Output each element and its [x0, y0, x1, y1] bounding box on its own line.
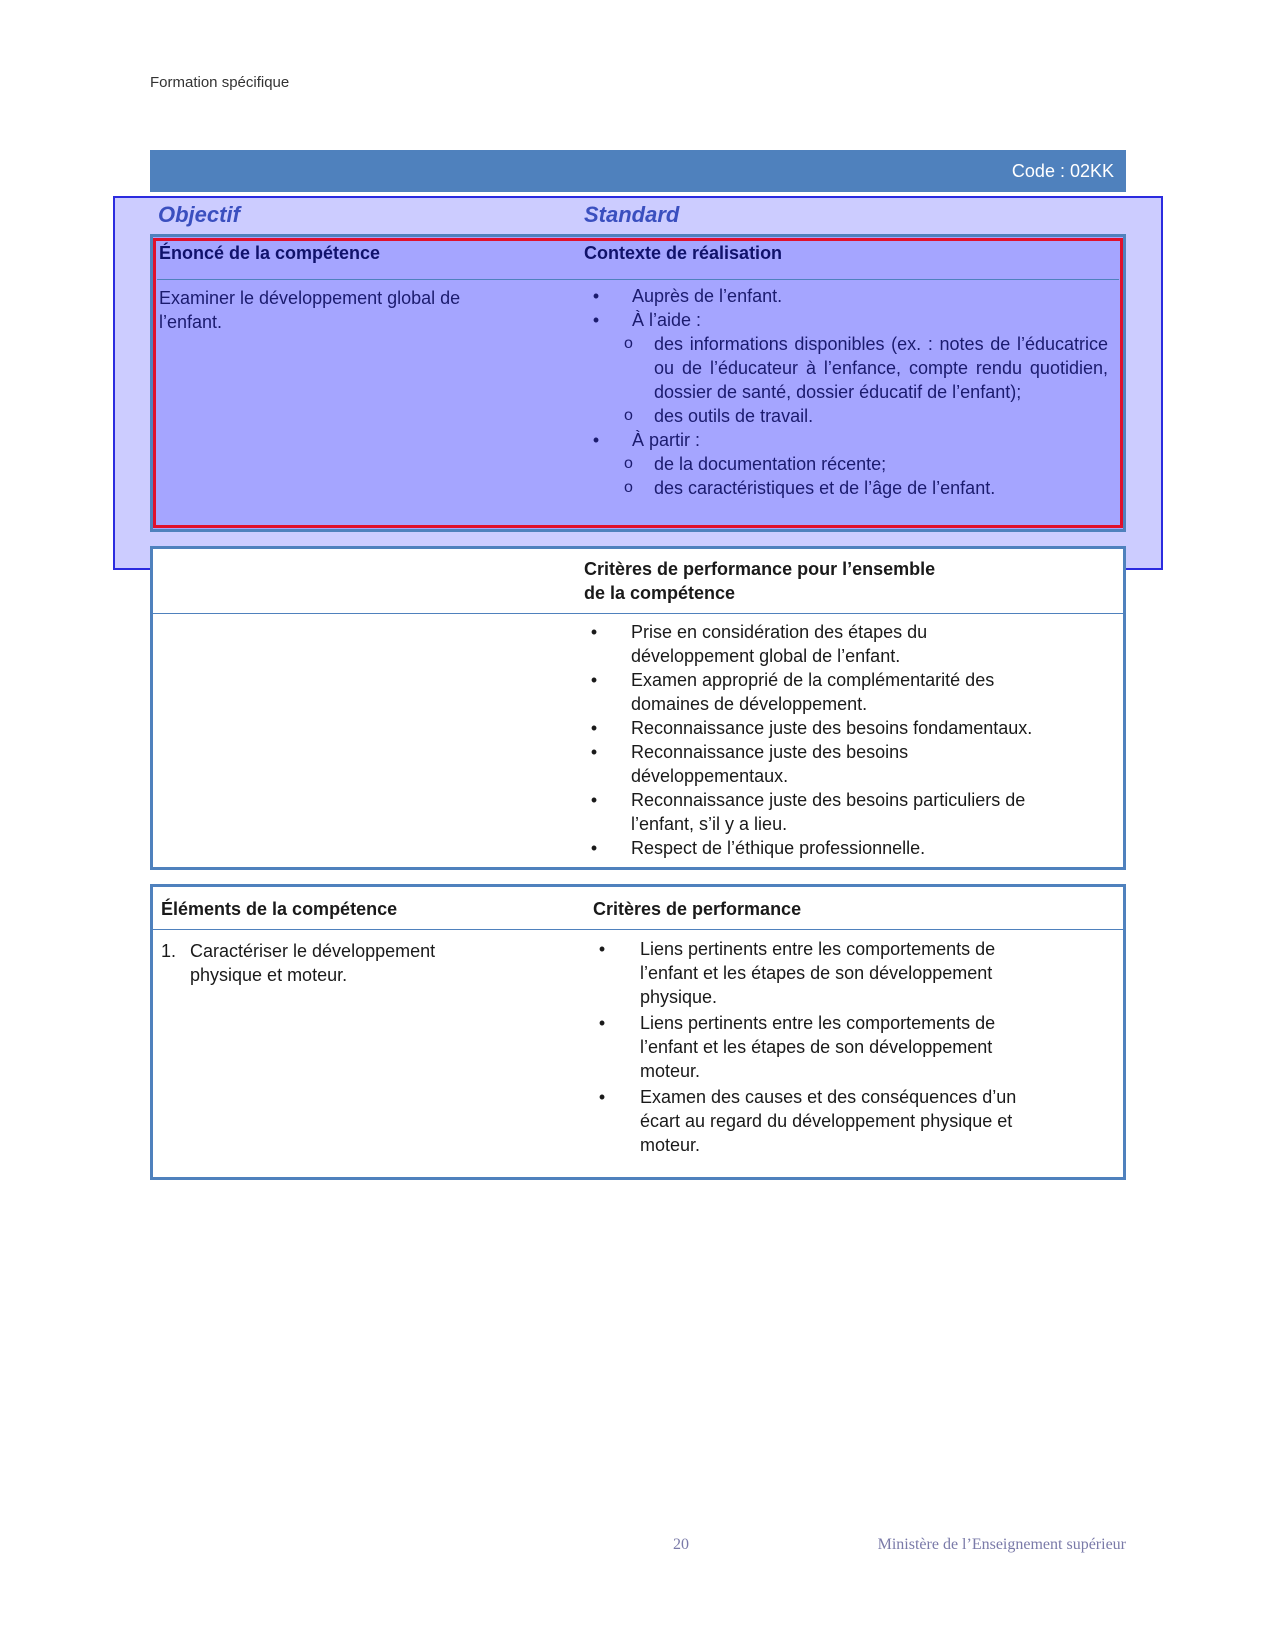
list-item: • Examen approprié de la complémentarité des domaines de développement.: [586, 668, 1106, 716]
list-item: o des outils de travail.: [624, 406, 814, 426]
bullet-icon: •: [592, 430, 600, 450]
list-item: • Examen des causes et des conséquences d’un écart au regard du développement physique et moteur.: [594, 1085, 1094, 1157]
list-item: • Prise en considération des étapes du développement global de l’enfant.: [586, 620, 1106, 668]
list-item: o des caractéristiques et de l’âge de l’enfant.: [624, 478, 996, 498]
page-number: 20: [673, 1536, 689, 1553]
sub-bullet-icon: o: [624, 407, 633, 424]
element-number: 1.: [161, 941, 177, 961]
context-header: Contexte de réalisation: [584, 243, 783, 263]
ensemble-criteria-list: [586, 620, 1106, 860]
bullet-icon: •: [590, 718, 598, 738]
list-item: • Liens pertinents entre les comportements de l’enfant et les étapes de son développement physique.: [594, 937, 1094, 1009]
criteria-header: Critères de performance: [593, 899, 802, 919]
sub-bullet-icon: o: [624, 455, 633, 472]
elements-header: Éléments de la compétence: [161, 899, 398, 919]
list-item: • À l’aide :: [588, 308, 1108, 332]
list-item: • Reconnaissance juste des besoins particuliers de l’enfant, s’il y a lieu.: [586, 788, 1106, 836]
bullet-icon: •: [592, 310, 600, 330]
element-text-line2: physique et moteur.: [190, 965, 348, 985]
code-bar: [150, 150, 1126, 192]
list-item: o de la documentation récente;: [624, 454, 887, 474]
enonce-text-line2: l’enfant.: [159, 312, 223, 332]
bullet-icon: •: [590, 742, 598, 762]
list-item: • Liens pertinents entre les comportements de l’enfant et les étapes de son développement moteur.: [594, 1011, 1094, 1083]
enonce-text-line1: Examiner le développement global de: [159, 288, 461, 308]
ensemble-header-line1: Critères de performance pour l’ensemble: [584, 559, 936, 579]
bullet-icon: •: [590, 670, 598, 690]
list-item: • Respect de l’éthique professionnelle.: [586, 836, 1106, 860]
list-item: • Auprès de l’enfant.: [588, 284, 1108, 308]
page-header-label: Formation spécifique: [150, 74, 290, 91]
bullet-icon: •: [598, 1087, 606, 1107]
bullet-icon: •: [590, 838, 598, 858]
list-item: o des informations disponibles (ex. : notes de l’éducatrice ou de l’éducateur à l’enfance, compte rendu quotidien, dossier de santé, dossier éducatif de l’enfant);: [624, 334, 1108, 402]
competency-code: Code : 02KK: [1011, 161, 1114, 181]
header-divider: [153, 929, 1123, 930]
bullet-icon: •: [590, 622, 598, 642]
standard-title: Standard: [584, 202, 680, 227]
objective-title: Objectif: [158, 202, 240, 227]
list-item: • Reconnaissance juste des besoins développementaux.: [586, 740, 1106, 788]
sub-bullet-icon: o: [624, 479, 633, 496]
element-text-line1: Caractériser le développement: [190, 941, 436, 961]
header-divider: [153, 613, 1123, 614]
bullet-icon: •: [598, 939, 606, 959]
enonce-header: Énoncé de la compétence: [159, 243, 381, 263]
list-item: • À partir :: [588, 428, 1108, 452]
footer-ministry: Ministère de l’Enseignement supérieur: [877, 1536, 1126, 1553]
bullet-icon: •: [590, 790, 598, 810]
elements-criteria-list: [594, 937, 1094, 1157]
list-item: • Reconnaissance juste des besoins fondamentaux.: [586, 716, 1106, 740]
context-list: [588, 284, 1108, 500]
bullet-icon: •: [598, 1013, 606, 1033]
bullet-icon: •: [592, 286, 600, 306]
ensemble-header-line2: de la compétence: [584, 583, 736, 603]
sub-bullet-icon: o: [624, 335, 633, 352]
